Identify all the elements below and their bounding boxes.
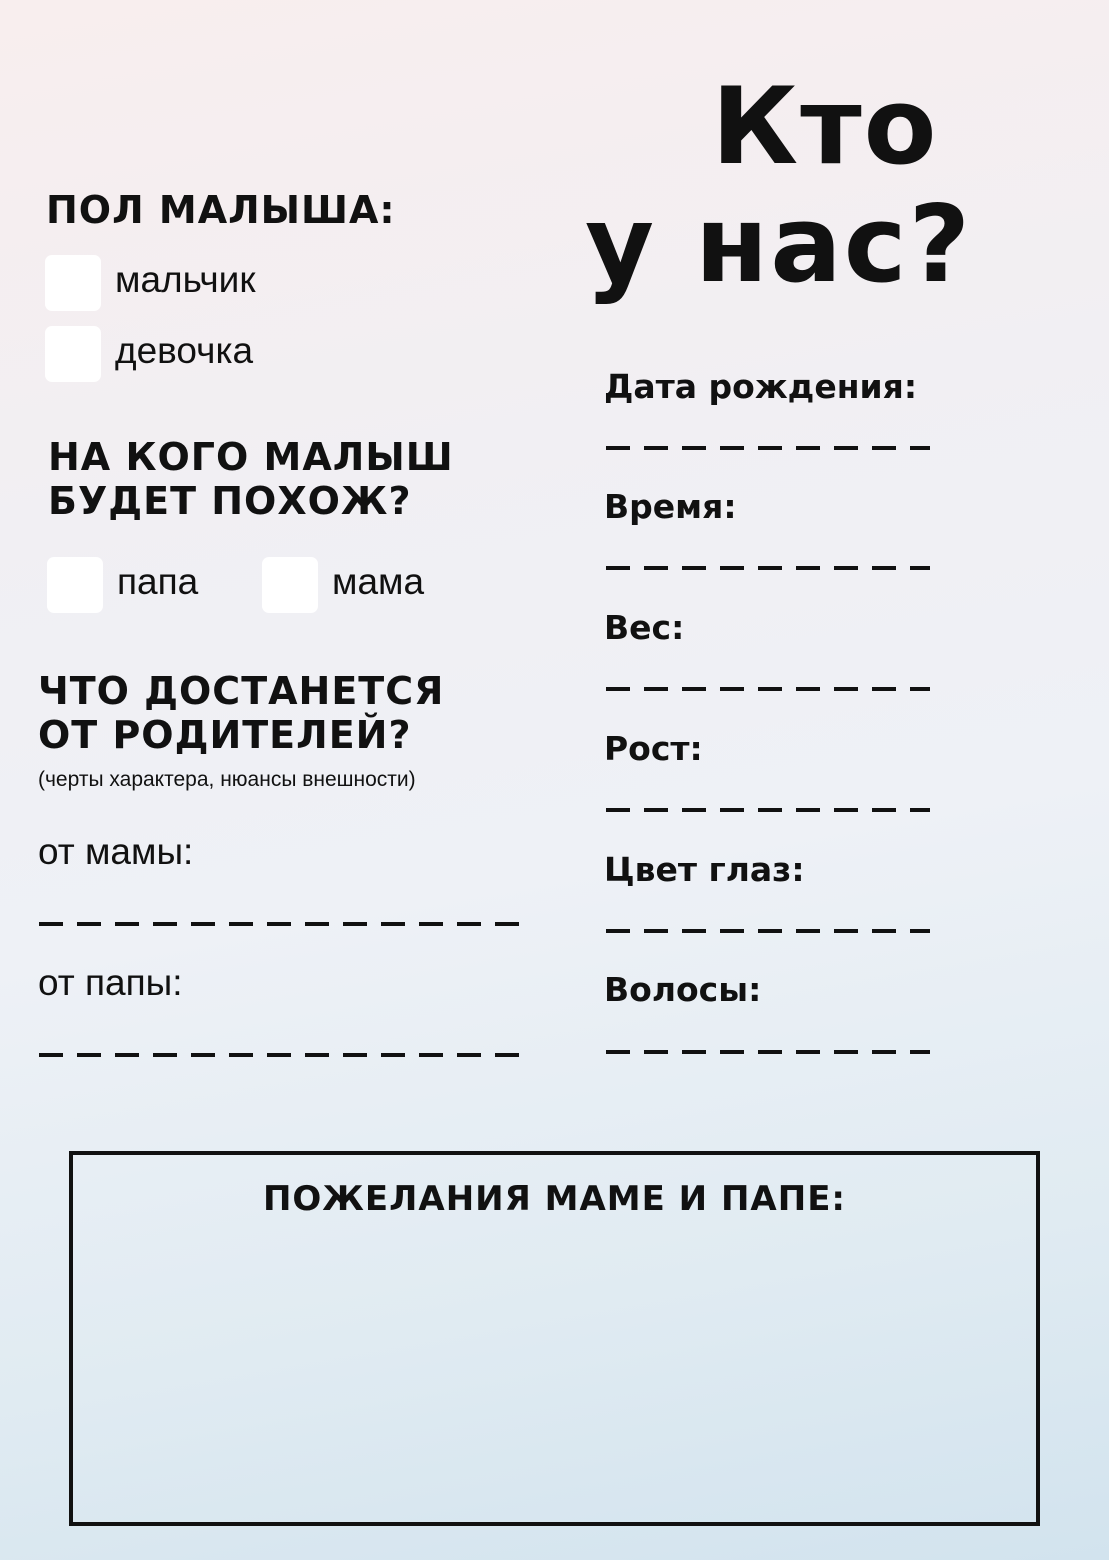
time-label: Время: — [604, 487, 737, 526]
from-dad-line[interactable] — [39, 1053, 531, 1057]
title-line-2: у нас? — [585, 183, 973, 306]
inherit-heading — [38, 669, 444, 757]
hair-line[interactable] — [606, 1050, 930, 1054]
page-title — [585, 65, 1045, 306]
inherit-heading-line-2: ОТ РОДИТЕЛЕЙ? — [38, 713, 412, 757]
resemblance-heading — [48, 435, 454, 523]
height-line[interactable] — [606, 808, 930, 812]
wishes-title: ПОЖЕЛАНИЯ МАМЕ И ПАПЕ: — [262, 1179, 847, 1219]
eye-color-label: Цвет глаз: — [604, 850, 805, 889]
height-label: Рост: — [604, 729, 703, 768]
girl-checkbox[interactable] — [45, 326, 101, 382]
option-mom[interactable] — [262, 556, 424, 614]
from-dad-label: от папы: — [38, 962, 183, 1003]
boy-checkbox[interactable] — [45, 255, 101, 311]
resemblance-heading-line-2: БУДЕТ ПОХОЖ? — [48, 479, 412, 523]
weight-label: Вес: — [604, 608, 685, 647]
from-mom-line[interactable] — [39, 922, 531, 926]
eye-color-line[interactable] — [606, 929, 930, 933]
dad-label: папа — [117, 561, 199, 602]
from-mom-label: от мамы: — [38, 831, 194, 872]
option-dad[interactable] — [47, 556, 198, 614]
weight-line[interactable] — [606, 687, 930, 691]
resemblance-heading-line-1: НА КОГО МАЛЫШ — [48, 435, 454, 479]
boy-label: мальчик — [115, 259, 256, 300]
title-line-1: Кто — [711, 65, 939, 188]
inherit-heading-line-1: ЧТО ДОСТАНЕТСЯ — [38, 669, 445, 713]
birth-date-line[interactable] — [606, 446, 930, 450]
option-girl[interactable] — [45, 325, 253, 383]
mom-label: мама — [332, 561, 425, 602]
girl-label: девочка — [115, 330, 254, 371]
gender-heading: ПОЛ МАЛЫША: — [46, 188, 396, 232]
time-line[interactable] — [606, 566, 930, 570]
mom-checkbox[interactable] — [262, 557, 318, 613]
birth-date-label: Дата рождения: — [604, 367, 918, 406]
inherit-note: (черты характера, нюансы внешности) — [38, 768, 416, 791]
option-boy[interactable] — [45, 254, 256, 312]
hair-label: Волосы: — [604, 970, 762, 1009]
dad-checkbox[interactable] — [47, 557, 103, 613]
wishes-box[interactable] — [69, 1151, 1040, 1526]
